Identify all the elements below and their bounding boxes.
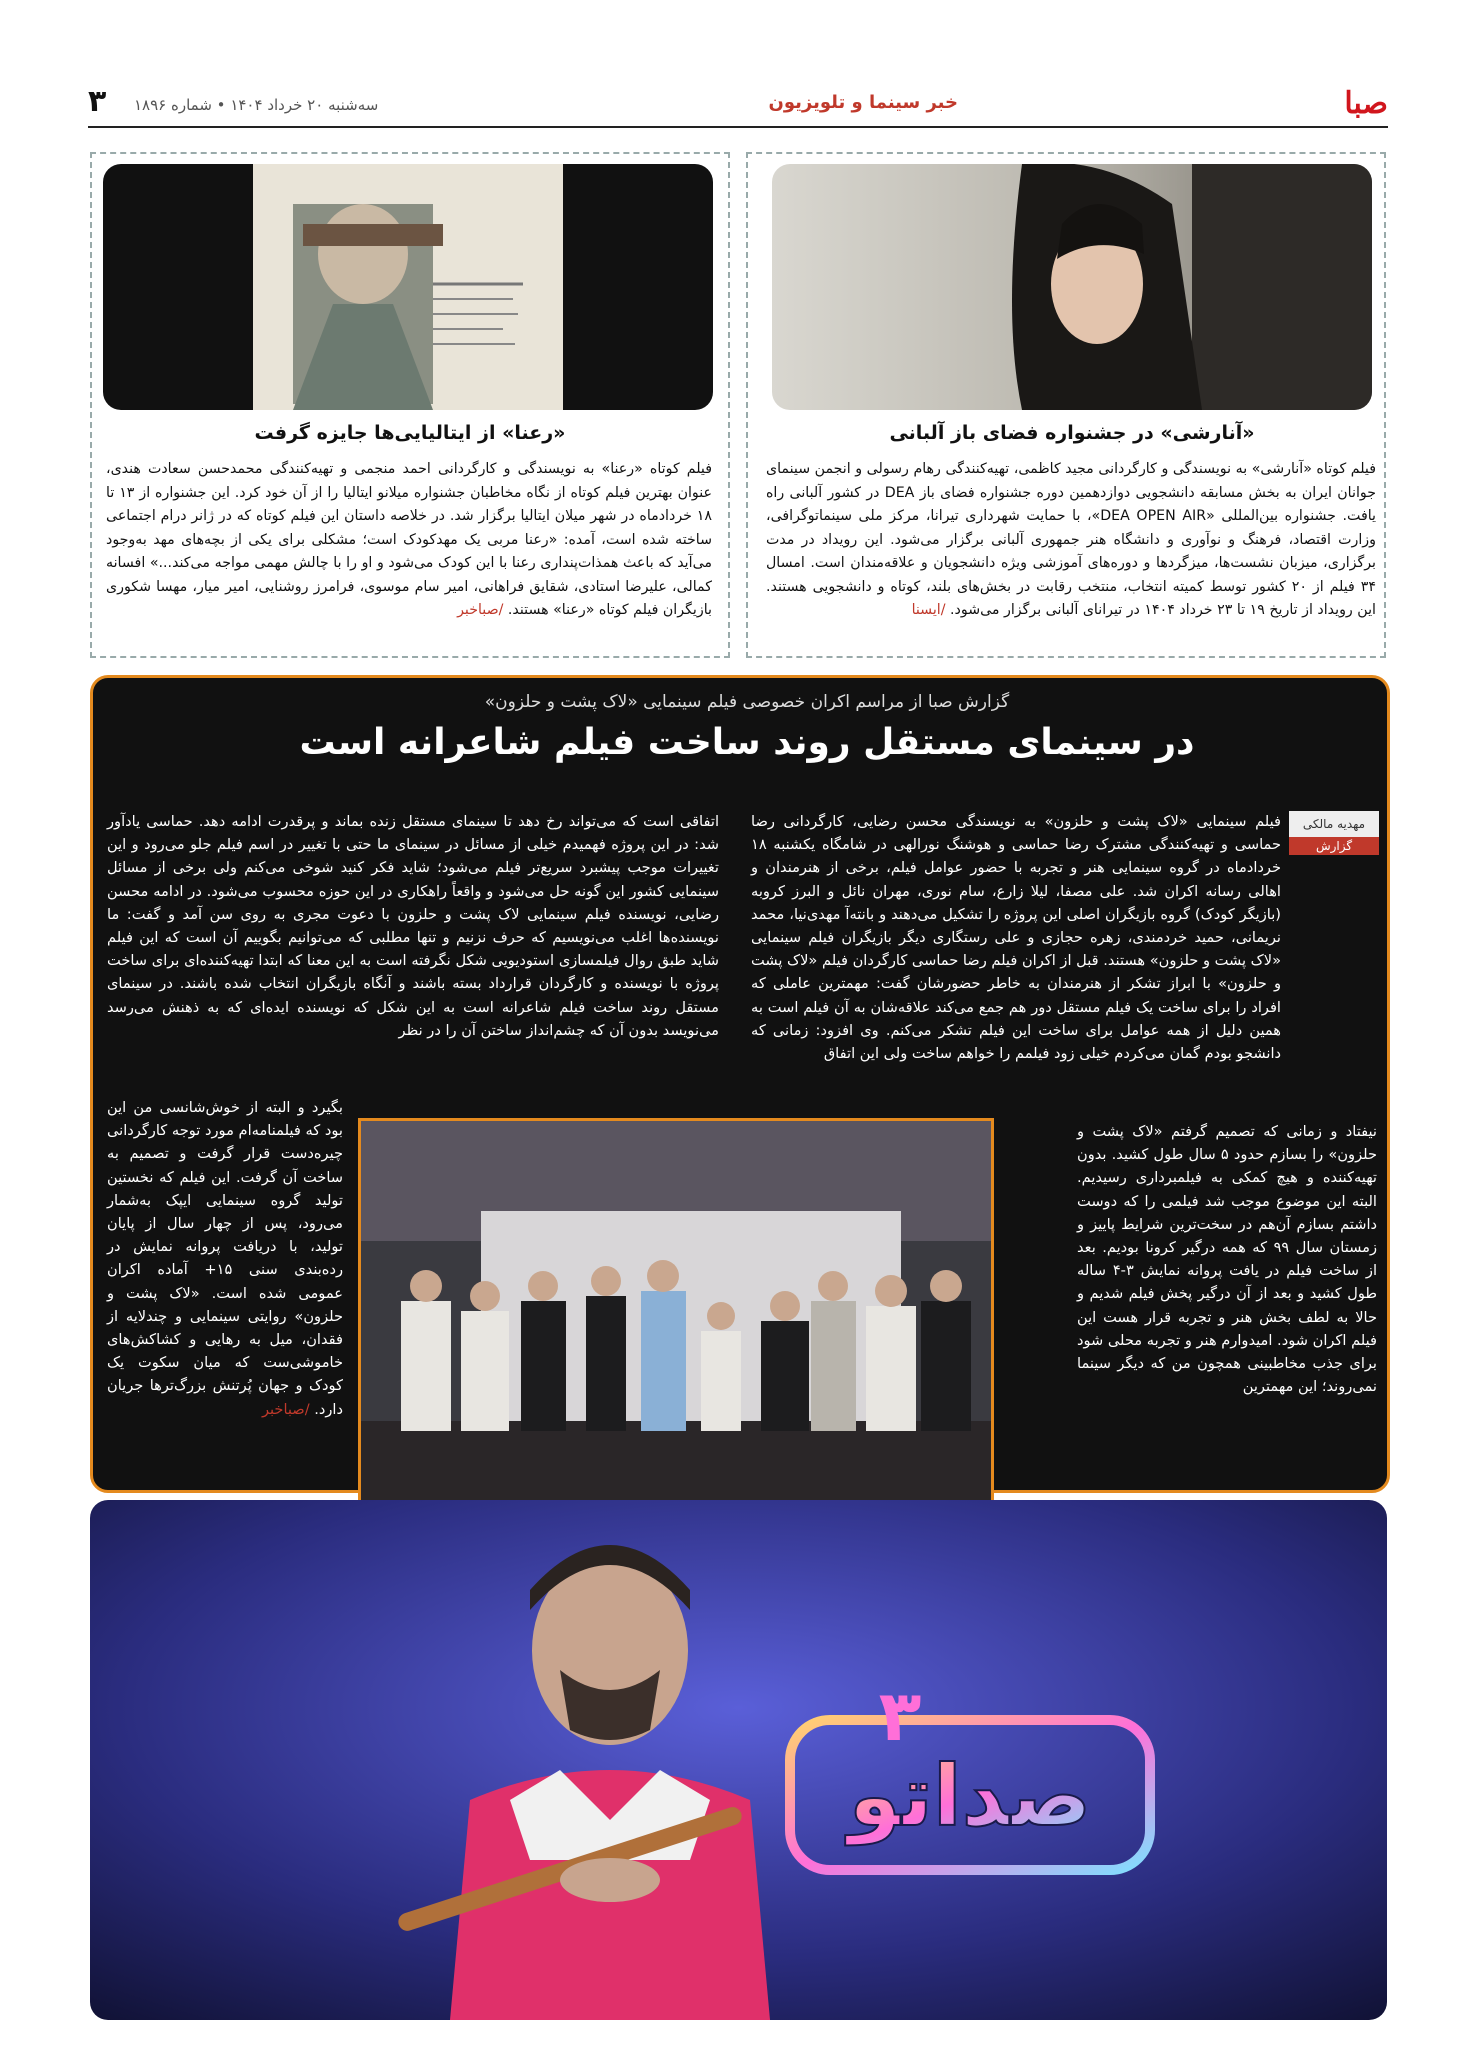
sedato-logo-text: صداتو: [848, 1747, 1092, 1845]
header-divider: [88, 126, 1388, 128]
story-text-rana: فیلم کوتاه «رعنا» به نویسندگی و کارگردانی احمد منجمی و تهیه‌کنندگی محمدحسن سعادت هندی، عنوان بهترین فیلم کوتاه از نگاه مخاطبان جشنواره میلانو ایتالیا را از آن خود کرد. این جشنواره از ۱۳ تا ۱۸ خردادماه در شهر میلان ایتالیا برگزار شد. در خلاصه داستان این فیلم کوتاه که در ژانر درام اجتماعی ساخته شده است، آمده: «رعنا مربی یک مهدکودک است؛ مشکلی برای یکی از بچه‌های مهد به‌وجود می‌آید که باعث همذات‌پنداری رعنا با این کودک می‌شود و او را با چالش مهمی مواجه می‌کند...» افسانه کمالی، علیرضا استادی، شقایق فراهانی، امیر سام موسوی، فرامرز روشنایی، امیر میار، مهسا شکوری بازیگران فیلم کوتاه «رعنا» هستند.: [106, 461, 713, 618]
feature-kicker: گزارش صبا از مراسم اکران خصوصی فیلم سینمایی «لاک پشت و حلزون»: [484, 692, 1010, 712]
author-name: مهدیه مالکی: [1302, 817, 1366, 831]
story-title-rana: «رعنا» از ایتالیایی‌ها جایزه گرفت: [254, 422, 566, 444]
feature-source: /صباخبر: [261, 1400, 310, 1418]
issue-dateline: سه‌شنبه ۲۰ خرداد ۱۴۰۴ • شماره ۱۸۹۶: [134, 96, 379, 114]
story-text-anarchy: فیلم کوتاه «آنارشی» به نویسندگی و کارگردانی مجید کاظمی، تهیه‌کنندگی رهام رسولی و انجمن سینمای جوانان ایران به بخش مسابقه دانشجویی دوازدهمین دوره جشنواره فضای باز DEA در کشور آلبانی راه یافت. جشنواره بین‌المللی «DEA OPEN AIR»، با حمایت شهرداری تیرانا، مرکز ملی سینماتوگرافی، وزارت اقتصاد، فرهنگ و نوآوری و دانشگاه هنر جمهوری آلبانی برگزار می‌شود. این رویداد در مدت برگزاری، میزبان نشست‌ها، میزگردها و دوره‌های آموزشی ویژه دانشجویان و علاقه‌مندان است. امسال ۳۴ فیلم از ۲۰ کشور توسط کمیته انتخاب، منتخب رقابت در بخش‌های بلند، کوتاه و دانشجویی هستند. این رویداد از تاریخ ۱۹ تا ۲۳ خرداد ۱۴۰۴ در تیرانای آلبانی برگزار می‌شود.: [766, 461, 1376, 618]
feature-column-left: اتفاقی است که می‌تواند رخ دهد تا سینمای مستقل زنده بماند و پرقدرت ادامه دهد. حماسی یادآور شد: در این پروژه فهمیدم خیلی از مسائل در سینمای ما حتی با تغییر در اسم فیلم جلو می‌رود و این تغییرات موجب پیشبرد سریع‌تر فیلم می‌شود؛ شاید فکر کنید شوخی می‌کنم ولی برخی از مسائل سینمایی کشور این گونه حل می‌شود و واقعاً راهکاری در این حوزه محسوب می‌شود. در ادامه محسن رضایی، نویسنده فیلم سینمایی لاک پشت و حلزون با دعوت مجری به روی سن آمد و گفت: ما نویسنده‌ها اغلب می‌نویسیم که حرف نزنیم و تنها مطلبی که می‌توانیم بگوییم آن است که این فیلم شاید طبق روال فیلمسازی استودیویی شکل نگرفته است به این معنا که ابتدا تهیه‌کننده‌ای برای ساخت پروژه با نویسنده و کارگردان قرارداد بسته باشند و آنگاه بازیگران انتخاب شده باشند. در سینمای مستقل روند ساخت فیلم شاعرانه است به این شکل که نویسنده ایده‌ای که به ذهنش می‌رسد می‌نویسد بدون آن که چشم‌انداز ساختن آن را در نظر: [107, 813, 719, 1039]
sedato-show-banner: [90, 1500, 1387, 2020]
newspaper-logo: صبا: [1344, 86, 1388, 121]
story-source-rana: /صباخبر: [457, 602, 504, 618]
story-title-anarchy: «آنارشی» در جشنواره فضای باز آلبانی: [889, 422, 1255, 444]
rana-poster-photo: [103, 164, 713, 410]
feature-column-left-cont: [107, 1096, 343, 1421]
sedato-logo-number: ۳: [878, 1675, 922, 1757]
section-title: خبر سینما و تلویزیون: [768, 92, 958, 113]
feature-column-right: فیلم سینمایی «لاک پشت و حلزون» به نویسندگی محسن رضایی، کارگردانی رضا حماسی و تهیه‌کنندگی مشترک رضا حماسی و هوشنگ نورالهی در شامگاه یکشنبه ۱۸ خردادماه در گروه سینمایی هنر و تجربه با حضور عوامل فیلم، برخی از هنرمندان و اهالی رسانه اکران شد. علی مصفا، لیلا زارع، سام نوری، مهران نائل و البرز کروبه (بازیگر کودک) گروه بازیگران اصلی این پروژه را تشکیل می‌دهند و بانته‌آ مهدی‌نیا، محمد نریمانی، حمید خردمندی، زهره حجازی و علی رستگاری دیگر بازیگران فیلم سینمایی «لاک پشت و حلزون» هستند. قبل از اکران فیلم رضا حماسی کارگردان فیلم «لاک پشت و حلزون» با ابراز تشکر از هنرمندان به خاطر حضورشان گفت: مهمترین عاملی که افراد را برای ساخت یک فیلم مستقل دور هم جمع می‌کند علاقه‌شان به آن فیلم است به همین دلیل از همه عوامل برای ساخت این فیلم تشکر می‌کنم. وی افزود: زمانی که دانشجو بودم گمان می‌کردم خیلی زود فیلمم را خواهم ساخت ولی این اتفاق: [751, 813, 1281, 1063]
author-tag: گزارش: [1289, 837, 1379, 855]
page-number: ۳: [88, 84, 107, 119]
feature-article: [90, 675, 1390, 1493]
feature-column-right-cont: نیفتاد و زمانی که تصمیم گرفتم «لاک پشت و حلزون» را بسازم حدود ۵ سال طول کشید. بدون تهیه‌کننده و هیچ کمکی به فیلمبرداری رسیدیم. البته این موضوع موجب شد فیلمی را که دوست داشتم بسازم آن‌هم در سخت‌ترین شرایط پاییز و زمستان سال ۹۹ که همه درگیر کرونا بودیم. بعد از ساخت فیلم در یافت پروانه نمایش ۳-۴ ساله طول کشید و بعد از آن درگیر پخش فیلم شدیم و حالا به لطف بخش هنر و تجربه قرار هست این فیلم اکران شود. امیدوارم هنر و تجربه محلی شود برای جذب مخاطبینی همچون من که دیگر سینما نمی‌روند؛ این مهمترین: [1076, 1123, 1377, 1396]
story-body-anarchy: [766, 458, 1376, 623]
story-source-anarchy: /ایسنا: [911, 602, 946, 618]
author-box: [1289, 811, 1379, 855]
anarchy-photo: [772, 164, 1372, 410]
feature-headline: در سینمای مستقل روند ساخت فیلم شاعرانه است: [299, 722, 1195, 763]
cast-group-photo: [358, 1118, 994, 1514]
feature-text-left-cont: بگیرد و البته از خوش‌شانسی من این بود که فیلمنامه‌ام مورد توجه کارگردانی چیره‌دست قرار گرفت و تصمیم به ساخت آن گرفت. این فیلم که نخستین تولید گروه سینمایی ایپک به‌شمار می‌رود، پس از چهار سال از پایان تولید، با دریافت پروانه نمایش در رده‌بندی سنی ۱۵+ آماده اکران عمومی شده است. «لاک پشت و حلزون» روایتی سینمایی و چندلایه از فقدان، میل به رهایی و کشاکش‌های خاموشی‌ست که میان سکوت یک کودک و جهان پُرتنش بزرگ‌ترها جریان دارد.: [107, 1099, 343, 1418]
page-header: [88, 86, 1388, 124]
story-body-rana: [106, 458, 712, 623]
